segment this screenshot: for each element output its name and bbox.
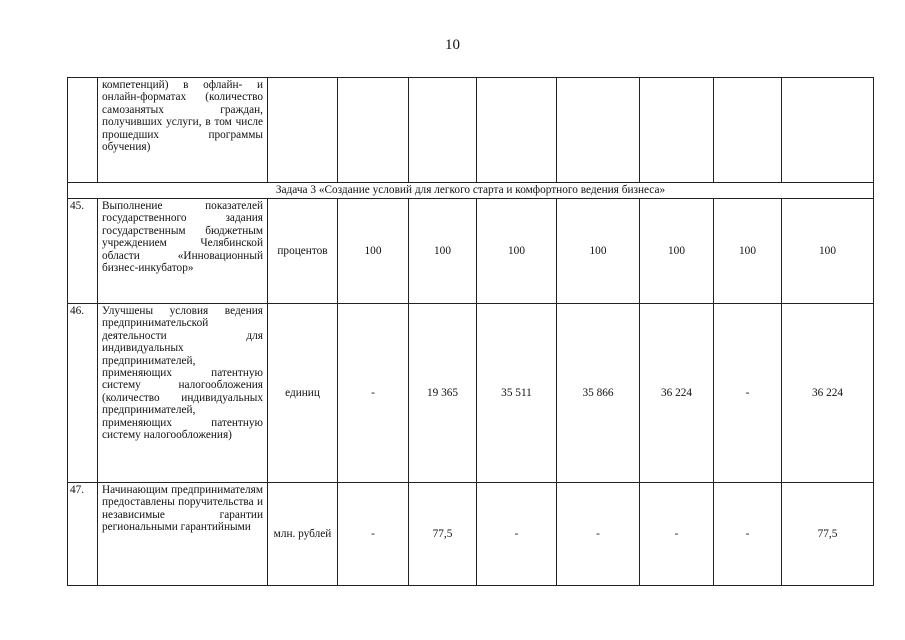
indicator-name-cell: Выполнение показателей государственного задания государственным бюджетным учреждением Челябинской области «Инновационный бизнес-инкубатор»	[98, 199, 268, 304]
value-cell: 100	[409, 199, 477, 304]
row-number-cell: 47.	[68, 483, 98, 586]
value-cell	[477, 78, 557, 183]
table-row	[68, 483, 874, 586]
task-header-row	[68, 183, 874, 199]
value-cell: -	[338, 304, 409, 483]
unit-cell: процентов	[268, 199, 338, 304]
value-cell: 77,5	[782, 483, 874, 586]
value-cell	[714, 78, 782, 183]
value-cell: 36 224	[782, 304, 874, 483]
value-cell: -	[640, 483, 714, 586]
value-cell	[640, 78, 714, 183]
value-cell: 35 866	[557, 304, 640, 483]
value-cell: 35 511	[477, 304, 557, 483]
row-number-cell: 46.	[68, 304, 98, 483]
table-row	[68, 304, 874, 483]
indicators-table	[67, 77, 874, 586]
value-cell: 77,5	[409, 483, 477, 586]
row-number-cell: 45.	[68, 199, 98, 304]
unit-cell: млн. рублей	[268, 483, 338, 586]
task-header: Задача 3 «Создание условий для легкого старта и комфортного ведения бизнеса»	[68, 183, 874, 199]
value-cell: -	[557, 483, 640, 586]
indicator-name-cell: Улучшены условия ведения предпринимательской деятельности для индивидуальных предпринимателей, применяющих патентную систему налогообложения (количество индивидуальных предпринимателей, применяющих патентную систему налогообложения)	[98, 304, 268, 483]
value-cell: 19 365	[409, 304, 477, 483]
value-cell: -	[714, 483, 782, 586]
table-row	[68, 199, 874, 304]
value-cell	[557, 78, 640, 183]
value-cell: 36 224	[640, 304, 714, 483]
value-cell: 100	[557, 199, 640, 304]
value-cell: 100	[338, 199, 409, 304]
value-cell: 100	[782, 199, 874, 304]
unit-cell: единиц	[268, 304, 338, 483]
value-cell: -	[714, 304, 782, 483]
value-cell: 100	[477, 199, 557, 304]
page-number: 10	[445, 37, 460, 53]
value-cell: 100	[640, 199, 714, 304]
value-cell: 100	[714, 199, 782, 304]
unit-cell	[268, 78, 338, 183]
value-cell: -	[477, 483, 557, 586]
row-number-cell	[68, 78, 98, 183]
value-cell	[782, 78, 874, 183]
table-row-continuation	[68, 78, 874, 183]
indicator-name-cell: компетенций) в офлайн- и онлайн-форматах (количество самозанятых граждан, получивших услуги, в том числе прошедших программы обучения)	[98, 78, 268, 183]
indicator-name-cell: Начинающим предпринимателям предоставлены поручительства и независимые гарантии региональными гарантийными	[98, 483, 268, 586]
value-cell	[409, 78, 477, 183]
value-cell: -	[338, 483, 409, 586]
value-cell	[338, 78, 409, 183]
